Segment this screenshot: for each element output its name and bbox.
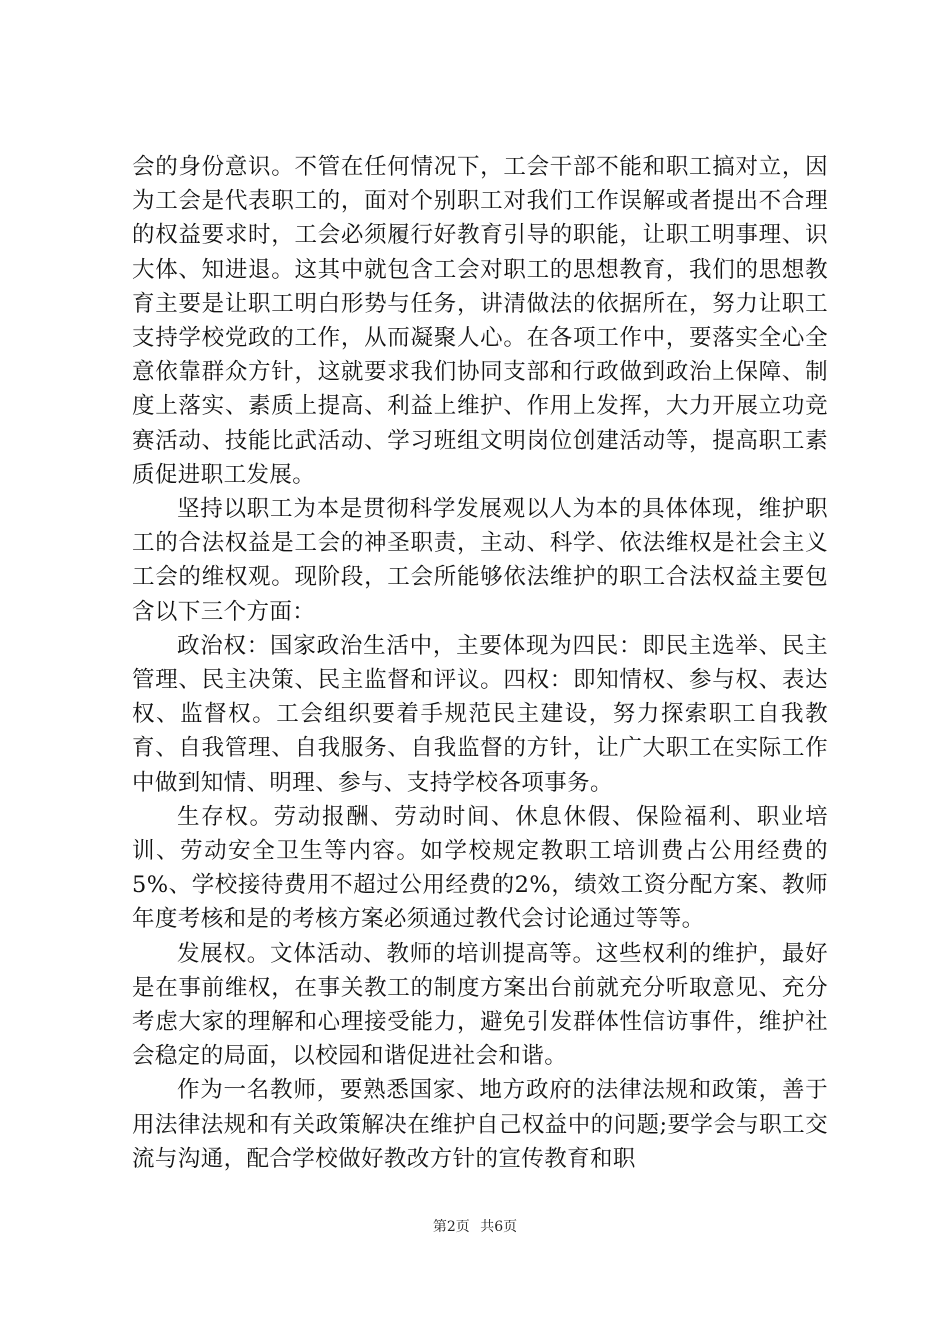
paragraph-5: 发展权。文体活动、教师的培训提高等。这些权利的维护，最好是在事前维权，在事关教工的制度方案出台前就充分听取意见、充分考虑大家的理解和心理接受能力，避免引发群体性信访事件，维护社会稳定的局面，以校园和谐促进社会和谐。: [132, 940, 828, 1070]
paragraph-4: 生存权。劳动报酬、劳动时间、休息休假、保险福利、职业培训、劳动安全卫生等内容。如学校规定教职工培训费占公用经费的5%、学校接待费用不超过公用经费的2%，绩效工资分配方案、教师年度考核和是的考核方案必须通过教代会讨论通过等等。: [132, 803, 828, 933]
paragraph-3: 政治权：国家政治生活中，主要体现为四民：即民主选举、民主管理、民主决策、民主监督和评议。四权：即知情权、参与权、表达权、监督权。工会组织要着手规范民主建设，努力探索职工自我教育、自我管理、自我服务、自我监督的方针，让广大职工在实际工作中做到知情、明理、参与、支持学校各项事务。: [132, 632, 828, 796]
paragraph-2: 坚持以职工为本是贯彻科学发展观以人为本的具体体现，维护职工的合法权益是工会的神圣职责，主动、科学、依法维权是社会主义工会的维权观。现阶段，工会所能够依法维护的职工合法权益主要包含以下三个方面：: [132, 496, 828, 625]
document-body: [132, 150, 828, 1176]
paragraph-6: 作为一名教师，要熟悉国家、地方政府的法律法规和政策，善于用法律法规和有关政策解决在维护自己权益中的问题;要学会与职工交流与沟通，配合学校做好教改方针的宣传教育和职: [132, 1077, 828, 1172]
page-total: 共6页: [480, 1219, 518, 1235]
page-footer: [0, 1216, 950, 1236]
page-number: 第2页: [432, 1219, 470, 1235]
paragraph-1: 会的身份意识。不管在任何情况下，工会干部不能和职工搞对立，因为工会是代表职工的，面对个别职工对我们工作误解或者提出不合理的权益要求时，工会必须履行好教育引导的职能，让职工明事理、识大体、知进退。这其中就包含工会对职工的思想教育，我们的思想教育主要是让职工明白形势与任务，讲清做法的依据所在，努力让职工支持学校党政的工作，从而凝聚人心。在各项工作中，要落实全心全意依靠群众方针，这就要求我们协同支部和行政做到政治上保障、制度上落实、素质上提高、利益上维护、作用上发挥，大力开展立功竞赛活动、技能比武活动、学习班组文明岗位创建活动等，提高职工素质促进职工发展。: [132, 154, 828, 488]
